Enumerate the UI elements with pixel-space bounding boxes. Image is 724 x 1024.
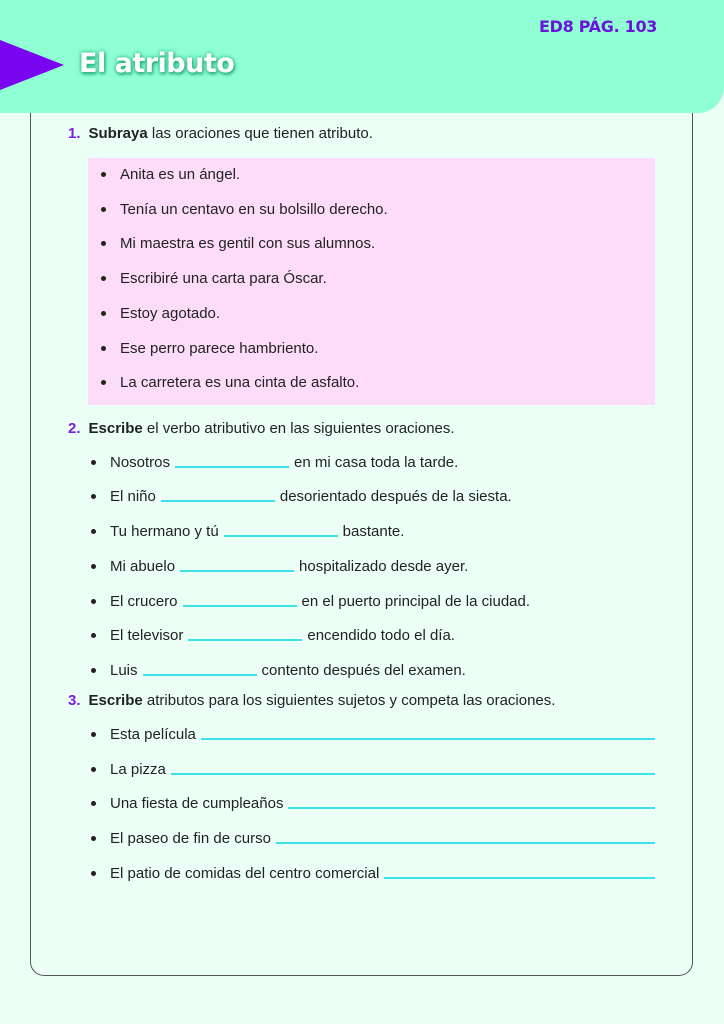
exercise-instruction: el verbo atributivo en las siguientes oraciones. (142, 420, 455, 437)
sentence-start: Luis (110, 662, 138, 679)
sentence-start: El televisor (110, 627, 184, 644)
sentence-text: Estoy agotado. (120, 305, 221, 322)
sentence-end: hospitalizado desde ayer. (299, 558, 469, 575)
sentence-end: desorientado después de la siesta. (279, 488, 512, 505)
bullet-icon (91, 871, 96, 876)
exercise-verb: Escribe (88, 420, 143, 437)
list-item (91, 662, 466, 679)
list-item[interactable] (101, 201, 388, 218)
subject-text: La pizza (110, 761, 166, 778)
list-item[interactable] (101, 374, 359, 391)
list-item[interactable] (101, 340, 318, 357)
subject-text: Esta película (110, 726, 196, 743)
bullet-icon (101, 241, 106, 246)
header-banner (0, 0, 724, 113)
exercise-verb: Escribe (88, 692, 143, 709)
sentence-text: Anita es un ángel. (120, 166, 241, 183)
list-item (91, 726, 655, 743)
list-item[interactable] (101, 305, 220, 322)
subject-text: Una fiesta de cumpleaños (110, 795, 284, 812)
subject-text: El patio de comidas del centro comercial (110, 865, 380, 882)
sentence-end: en mi casa toda la tarde. (294, 454, 459, 471)
bullet-icon (101, 207, 106, 212)
exercise-instruction: las oraciones que tienen atributo. (147, 125, 373, 142)
bullet-icon (91, 633, 96, 638)
exercise-number: 1. (68, 125, 81, 142)
answer-blank[interactable] (171, 773, 655, 775)
answer-blank[interactable] (183, 605, 297, 607)
page-reference: ED8 PÁG. 103 (539, 17, 658, 36)
bullet-icon (91, 494, 96, 499)
sentence-text: Mi maestra es gentil con sus alumnos. (120, 235, 376, 252)
bullet-icon (101, 346, 106, 351)
bullet-icon (91, 564, 96, 569)
exercise-3-heading (68, 692, 555, 709)
answer-blank[interactable] (224, 535, 338, 537)
exercise-number: 2. (68, 420, 81, 437)
bullet-icon (101, 311, 106, 316)
sentence-text: Escribiré una carta para Óscar. (120, 270, 327, 287)
sentence-start: El niño (110, 488, 156, 505)
answer-blank[interactable] (276, 842, 655, 844)
exercise-2-heading (68, 420, 455, 437)
sentence-start: Tu hermano y tú (110, 523, 219, 540)
subject-text: El paseo de fin de curso (110, 830, 271, 847)
bullet-icon (91, 460, 96, 465)
bullet-icon (91, 668, 96, 673)
list-item (91, 795, 655, 812)
list-item (91, 830, 655, 847)
list-item[interactable] (101, 235, 375, 252)
list-item (91, 627, 455, 644)
bullet-icon (101, 172, 106, 177)
sentence-end: bastante. (342, 523, 405, 540)
bullet-icon (91, 599, 96, 604)
sentence-start: Nosotros (110, 454, 171, 471)
page-title: El atributo (79, 48, 235, 79)
sentence-start: El crucero (110, 593, 178, 610)
sentence-text: Ese perro parece hambriento. (120, 340, 319, 357)
answer-blank[interactable] (201, 738, 655, 740)
answer-blank[interactable] (188, 639, 302, 641)
sentence-end: en el puerto principal de la ciudad. (301, 593, 531, 610)
bullet-icon (101, 276, 106, 281)
sentence-end: contento después del examen. (261, 662, 466, 679)
answer-blank[interactable] (175, 466, 289, 468)
answer-blank[interactable] (180, 570, 294, 572)
answer-blank[interactable] (384, 877, 655, 879)
sentence-text: Tenía un centavo en su bolsillo derecho. (120, 201, 388, 218)
triangle-marker-icon (0, 40, 64, 90)
list-item (91, 865, 655, 882)
sentence-text: La carretera es una cinta de asfalto. (120, 374, 360, 391)
bullet-icon (91, 767, 96, 772)
list-item[interactable] (101, 270, 327, 287)
sentence-end: encendido todo el día. (307, 627, 455, 644)
bullet-icon (91, 801, 96, 806)
list-item[interactable] (101, 166, 240, 183)
sentence-start: Mi abuelo (110, 558, 176, 575)
bullet-icon (91, 529, 96, 534)
answer-blank[interactable] (161, 500, 275, 502)
list-item (91, 558, 468, 575)
exercise-verb: Subraya (88, 125, 148, 142)
list-item (91, 523, 404, 540)
list-item (91, 454, 458, 471)
bullet-icon (101, 380, 106, 385)
list-item (91, 761, 655, 778)
exercise-instruction: atributos para los siguientes sujetos y competa las oraciones. (142, 692, 556, 709)
list-item (91, 593, 530, 610)
answer-blank[interactable] (143, 674, 257, 676)
exercise-1-heading (68, 125, 373, 142)
bullet-icon (91, 732, 96, 737)
list-item (91, 488, 512, 505)
answer-blank[interactable] (288, 807, 655, 809)
bullet-icon (91, 836, 96, 841)
exercise-number: 3. (68, 692, 81, 709)
